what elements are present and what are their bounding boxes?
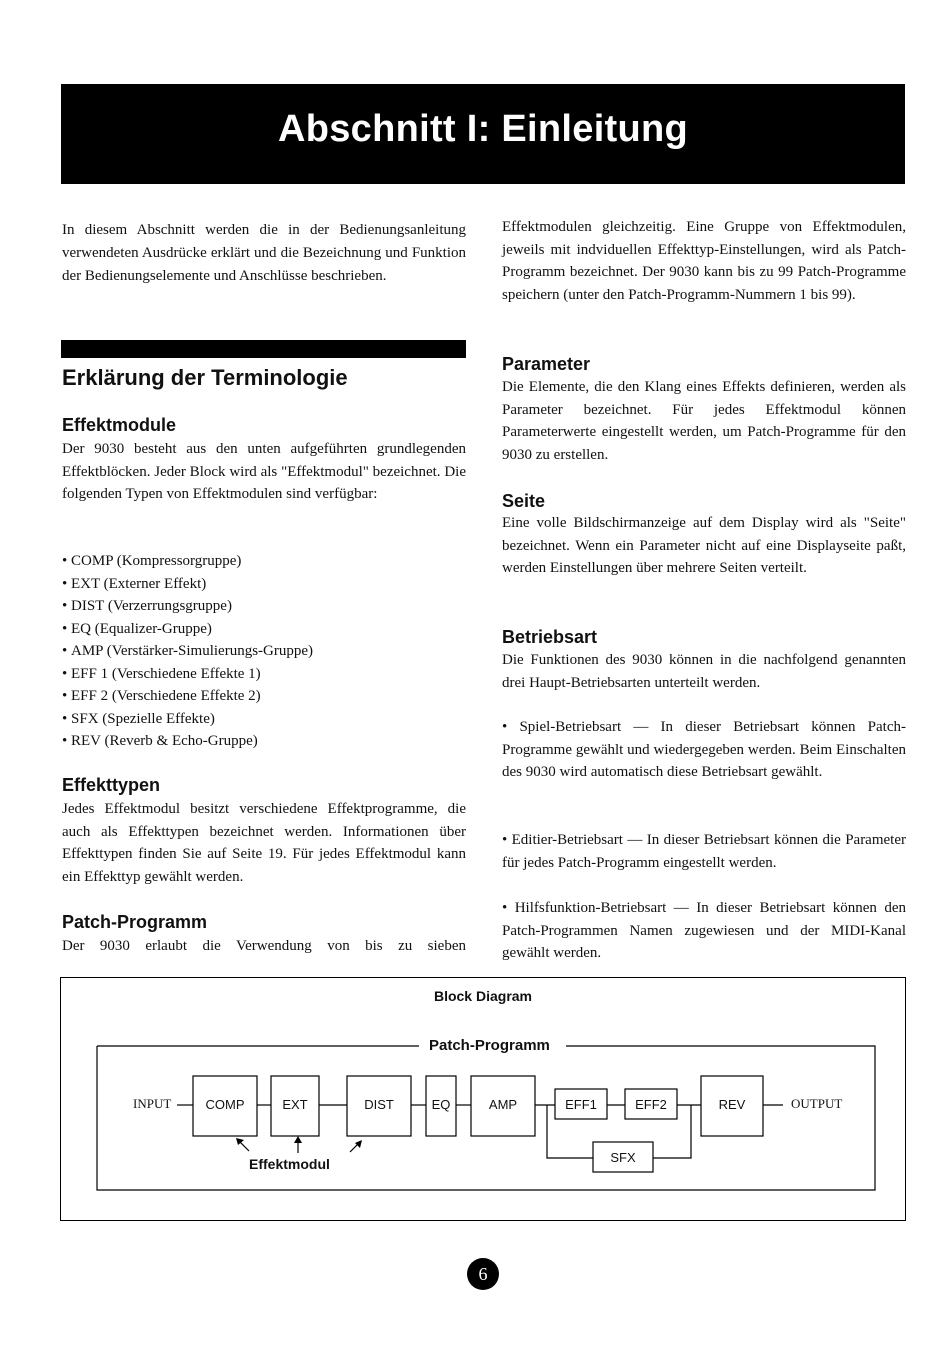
heading-patch-programm: Patch-Programm — [62, 912, 208, 932]
effektmodul-list-item: • SFX (Spezielle Effekte) — [62, 708, 466, 731]
block-label-eq: EQ — [431, 1097, 451, 1112]
parameter-text: Die Elemente, die den Klang eines Effekts definieren, werden als Parameter bezeichnet. Für jedes Effektmodul können Parameterwerte eingestellt werden, um Patch-Programme für den 9030 zu erstellen. — [502, 379, 906, 464]
block-diagram — [60, 977, 906, 1221]
diagram-output-label: OUTPUT — [791, 1096, 843, 1111]
effektmodul-list-item: • COMP (Kompressorgruppe) — [62, 550, 466, 573]
seite-text: Eine volle Bildschirmanzeige auf dem Display wird als "Seite" bezeichnet. Wenn ein Parameter nicht auf eine Displayseite paßt, werden Einstellungen über mehrere Seiten verteilt. — [502, 515, 906, 577]
effekttypen-text: Jedes Effektmodul besitzt verschiedene Effektprogramme, die auch als Effekttypen bezeichnet werden. Informationen über Effekttypen finden Sie auf Seite 19. Für jedes Effektmodul kann ein Effekttyp gewählt werden. — [62, 801, 466, 886]
block-label-ext: EXT — [282, 1097, 308, 1112]
block-label-eff1: EFF1 — [565, 1097, 597, 1112]
betriebsart-text: Die Funktionen des 9030 können in die nachfolgend genannten drei Haupt-Betriebsarten unterteilt werden. — [502, 652, 906, 691]
block-label-dist: DIST — [364, 1097, 394, 1112]
block-label-eff2: EFF2 — [635, 1097, 667, 1112]
block-label-amp: AMP — [488, 1097, 518, 1112]
heading-effektmodule: Effektmodule — [62, 415, 177, 435]
effektmodul-list-item: • AMP (Verstärker-Simulierungs-Gruppe) — [62, 640, 466, 663]
effektmodul-list-item: • DIST (Verzerrungsgruppe) — [62, 595, 466, 618]
diagram-group-label: Patch-Programm — [423, 1037, 556, 1054]
effektmodule-text: Der 9030 besteht aus den unten aufgeführten grundlegenden Effektblöcken. Jeder Block wird als "Effektmodul" bezeichnet. Die folgenden Typen von Effektmodulen sind verfügbar: — [62, 441, 466, 503]
header-banner — [61, 84, 905, 184]
diagram-title: Block Diagram — [433, 988, 533, 1004]
effektmodul-list-item: • EFF 1 (Verschiedene Effekte 1) — [62, 663, 466, 686]
heading-effekttypen: Effekttypen — [62, 775, 161, 795]
patch-text-right: Effektmodulen gleichzeitig. Eine Gruppe von Effektmodulen, jeweils mit indviduellen Effekttyp-Einstellungen, wird als Patch-Programm bezeichnet. Der 9030 kann bis zu 99 Patch-Programme speichern (unter den Patch-Programm-Nummern 1 bis 99). — [502, 219, 906, 304]
block-label-comp: COMP — [205, 1097, 245, 1112]
section-bar — [61, 340, 466, 358]
betriebsart-item-1: • Spiel-Betriebsart — In dieser Betriebsart können Patch-Programme gewählt und wiedergegeben werden. Beim Einschalten des 9030 wird automatisch diese Betriebsart gewählt. — [502, 719, 906, 781]
left-column — [62, 219, 466, 288]
block-label-rev: REV — [718, 1097, 746, 1112]
page-title: Abschnitt I: Einleitung — [277, 108, 689, 150]
effektmodul-list-item: • EXT (Externer Effekt) — [62, 573, 466, 596]
heading-parameter: Parameter — [502, 354, 591, 374]
effektmodul-list-item: • EQ (Equalizer-Gruppe) — [62, 618, 466, 641]
patch-text-left: Der 9030 erlaubt die Verwendung von bis zu sieben — [62, 938, 466, 954]
diagram-input-label: INPUT — [133, 1096, 172, 1111]
heading-betriebsart: Betriebsart — [502, 627, 598, 647]
effektmodul-list-item: • EFF 2 (Verschiedene Effekte 2) — [62, 685, 466, 708]
heading-seite: Seite — [502, 491, 546, 511]
page-number: 6 — [467, 1258, 499, 1290]
effektmodul-label: Effektmodul — [249, 1156, 330, 1172]
effektmodul-list-item: • REV (Reverb & Echo-Gruppe) — [62, 730, 466, 753]
block-label-sfx: SFX — [610, 1150, 636, 1165]
patch-group-frame — [97, 1046, 875, 1190]
effektmodule-list — [62, 550, 466, 753]
betriebsart-item-3: • Hilfsfunktion-Betriebsart — In dieser Betriebsart können den Patch-Programmen Namen zugewiesen und der MIDI-Kanal gewählt werden. — [502, 900, 906, 962]
intro-paragraph: In diesem Abschnitt werden die in der Bedienungsanleitung verwendeten Ausdrücke erklärt und die Bezeichnung und Funktion der Bedienungselemente und Anschlüsse beschrieben. — [62, 222, 466, 284]
section-title: Erklärung der Terminologie — [62, 365, 348, 390]
betriebsart-item-2: • Editier-Betriebsart — In dieser Betriebsart können die Parameter für jedes Patch-Programm eingestellt werden. — [502, 832, 906, 871]
